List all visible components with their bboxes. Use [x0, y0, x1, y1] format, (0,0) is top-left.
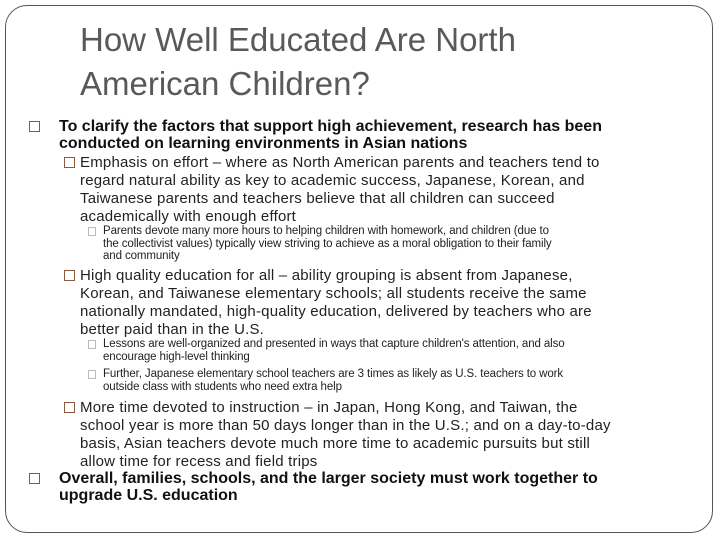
bullet-line: Lessons are well-organized and presented in ways that capture children's attention, and also — [103, 338, 565, 350]
bullet-line: Emphasis on effort – where as North American parents and teachers tend to — [80, 154, 600, 171]
bullet-line: Taiwanese parents and teachers believe that all children can succeed — [80, 190, 555, 207]
bullet-box-icon — [64, 157, 75, 168]
bullet-line: the collectivist values) typically view striving to achieve as a moral obligation to their family — [103, 237, 552, 250]
bullet-box-icon — [64, 402, 75, 413]
bullet-line: basis, Asian teachers devote much more time to academic pursuits but still — [80, 435, 591, 452]
bullet-line: More time devoted to instruction – in Japan, Hong Kong, and Taiwan, the — [80, 399, 578, 416]
bullet-line: Parents devote many more hours to helping children with homework, and children (due to — [103, 225, 549, 237]
bullet-overall-work-together — [59, 470, 598, 504]
bullet-box-icon — [88, 227, 96, 236]
bullet-box-icon — [29, 473, 40, 484]
bullet-research-asian-nations — [59, 118, 602, 152]
bullet-more-time-instruction — [80, 399, 611, 471]
title-line: How Well Educated Are North — [80, 21, 516, 58]
bullet-line: Korean, and Taiwanese elementary schools; all students receive the same — [80, 285, 587, 302]
bullet-line: upgrade U.S. education — [59, 487, 238, 504]
bullet-line: outside class with students who need extra help — [103, 380, 342, 393]
bullet-emphasis-on-effort — [80, 154, 600, 226]
title-line: American Children? — [80, 65, 370, 102]
slide-title — [80, 18, 516, 106]
bullet-line: encourage high-level thinking — [103, 350, 250, 363]
bullet-japanese-teachers — [103, 368, 563, 393]
bullet-box-icon — [88, 340, 96, 349]
bullet-line: allow time for recess and field trips — [80, 453, 318, 470]
bullet-line: conducted on learning environments in Asian nations — [59, 135, 468, 152]
bullet-box-icon — [29, 121, 40, 132]
bullet-line: High quality education for all – ability grouping is absent from Japanese, — [80, 267, 573, 284]
bullet-line: Further, Japanese elementary school teachers are 3 times as likely as U.S. teachers to work — [103, 368, 564, 380]
bullet-line: regard natural ability as key to academic success, Japanese, Korean, and — [80, 172, 585, 189]
bullet-line: nationally mandated, high-quality education, delivered by teachers who are — [80, 303, 592, 320]
bullet-parents-homework — [103, 225, 552, 263]
bullet-line: Overall, families, schools, and the larger society must work together to — [59, 470, 598, 487]
bullet-lessons-well-organized — [103, 338, 565, 363]
bullet-high-quality-education — [80, 267, 592, 339]
bullet-line: and community — [103, 250, 180, 262]
bullet-box-icon — [88, 370, 96, 379]
bullet-line: school year is more than 50 days longer than in the U.S.; and on a day-to-day — [80, 417, 611, 434]
bullet-line: better paid than in the U.S. — [80, 321, 265, 338]
bullet-line: academically with enough effort — [80, 208, 297, 225]
bullet-box-icon — [64, 270, 75, 281]
bullet-line: To clarify the factors that support high achievement, research has been — [59, 118, 602, 135]
